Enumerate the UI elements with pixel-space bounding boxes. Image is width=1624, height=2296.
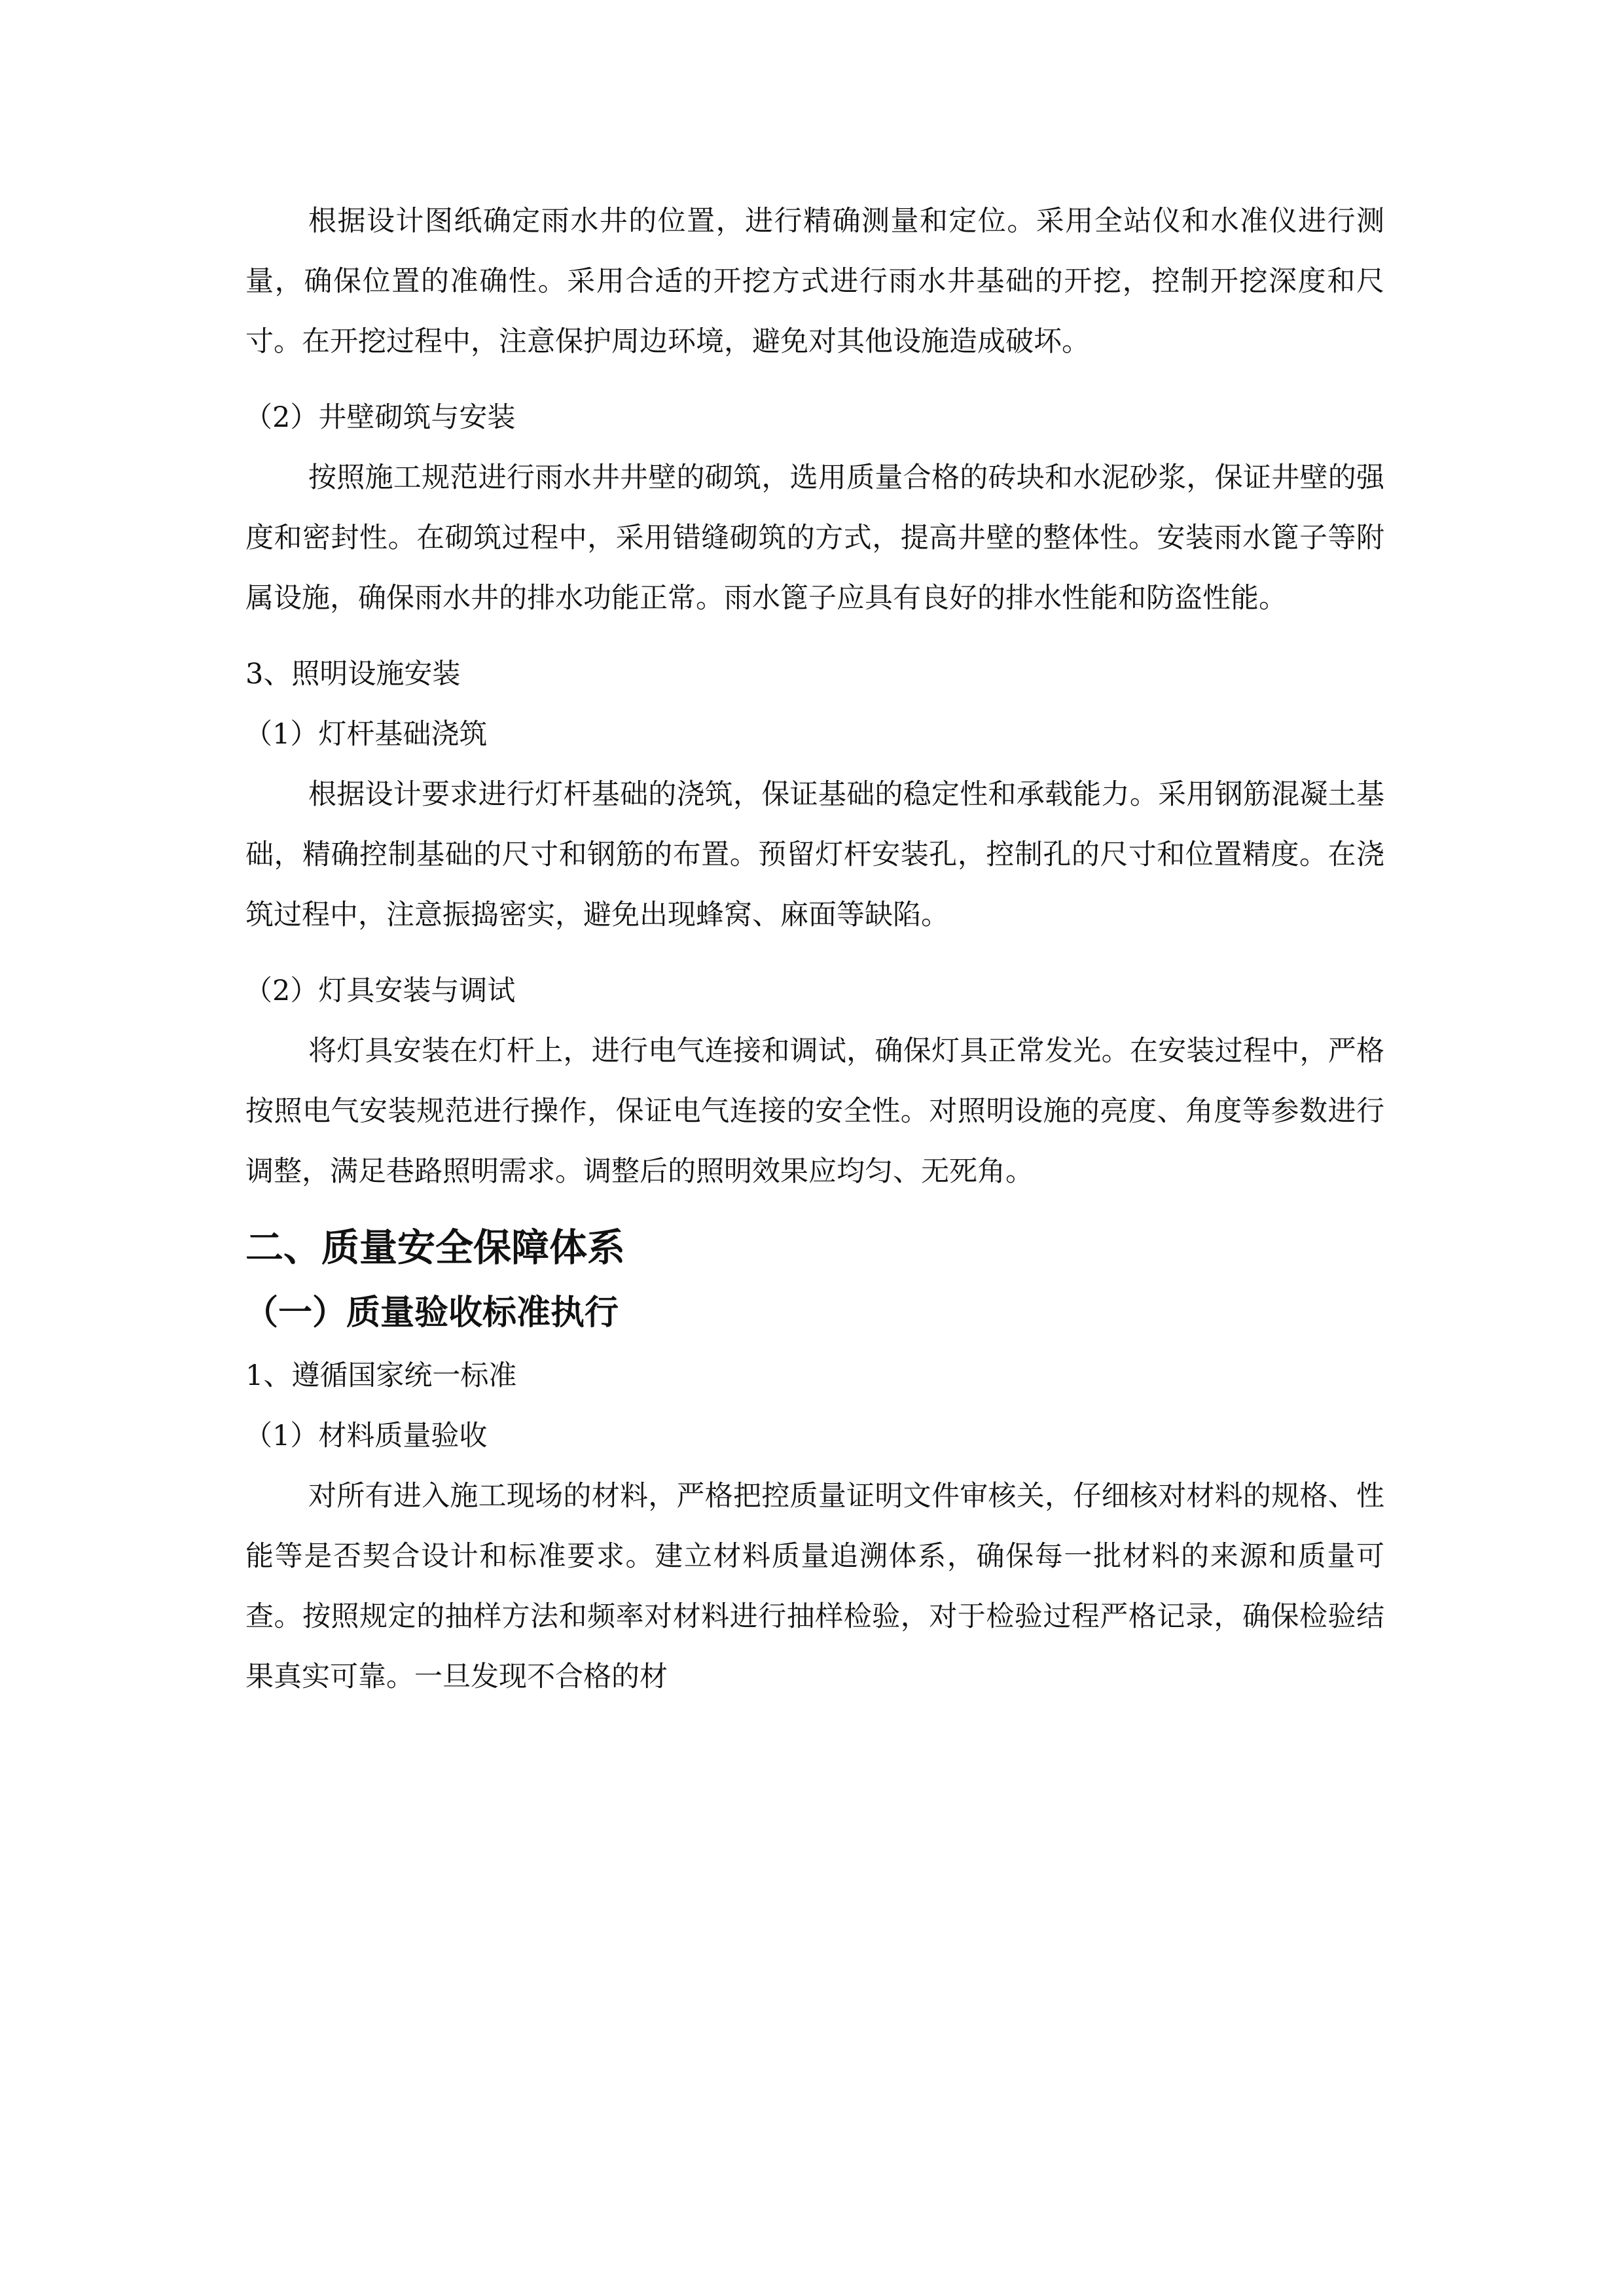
- paragraph-lamp-install: 将灯具安装在灯杆上，进行电气连接和调试，确保灯具正常发光。在安装过程中，严格按照电气安装规范进行操作，保证电气连接的安全性。对照明设施的亮度、角度等参数进行调整，满足巷路照明需求。调整后的照明效果应均匀、无死角。: [245, 1035, 1384, 1188]
- section-national-standard: 1、遵循国家统一标准: [245, 1359, 517, 1392]
- paragraph-pole-foundation: 根据设计要求进行灯杆基础的浇筑，保证基础的稳定性和承载能力。采用钢筋混凝土基础，精确控制基础的尺寸和钢筋的布置。预留灯杆安装孔，控制孔的尺寸和位置精度。在浇筑过程中，注意振捣密实，避免出现蜂窝、麻面等缺陷。: [245, 778, 1384, 931]
- heading-quality-system: 二、质量安全保障体系: [245, 1225, 626, 1270]
- document-body: [245, 191, 1384, 1707]
- section-lighting: 3、照明设施安装: [245, 658, 461, 691]
- heading-acceptance-standard: （一）质量验收标准执行: [244, 1293, 619, 1333]
- subheading-pole-foundation: （1）灯杆基础浇筑: [244, 718, 488, 751]
- subheading-well-wall: （2）井壁砌筑与安装: [244, 401, 516, 434]
- paragraph-well-wall: 按照施工规范进行雨水井井壁的砌筑，选用质量合格的砖块和水泥砂浆，保证井壁的强度和密封性。在砌筑过程中，采用错缝砌筑的方式，提高井壁的整体性。安装雨水篦子等附属设施，确保雨水井的排水功能正常。雨水篦子应具有良好的排水性能和防盗性能。: [245, 461, 1384, 615]
- paragraph-excavation: 根据设计图纸确定雨水井的位置，进行精确测量和定位。采用全站仪和水准仪进行测量，确保位置的准确性。采用合适的开挖方式进行雨水井基础的开挖，控制开挖深度和尺寸。在开挖过程中，注意保护周边环境，避免对其他设施造成破坏。: [245, 205, 1384, 358]
- subheading-lamp-install: （2）灯具安装与调试: [244, 975, 516, 1007]
- paragraph-material-acceptance: 对所有进入施工现场的材料，严格把控质量证明文件审核关，仔细核对材料的规格、性能等是否契合设计和标准要求。建立材料质量追溯体系，确保每一批材料的来源和质量可查。按照规定的抽样方法和频率对材料进行抽样检验，对于检验过程严格记录，确保检验结果真实可靠。一旦发现不合格的材: [245, 1480, 1384, 1693]
- subheading-material-acceptance: （1）材料质量验收: [244, 1420, 488, 1452]
